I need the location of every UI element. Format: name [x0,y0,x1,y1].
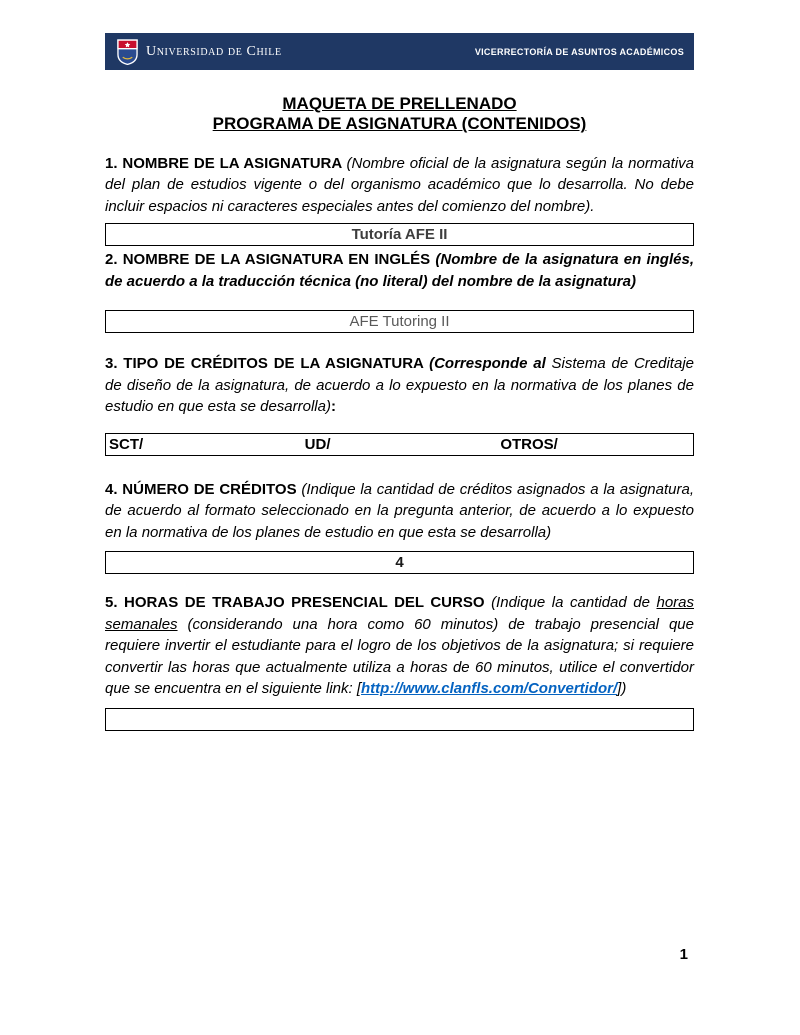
section-5-underlined-phrase: horas semanales [105,594,695,633]
section-5-description-part3: ]) [617,680,627,698]
section-1-value-box[interactable] [105,223,694,246]
header-department: VICERRECTORÍA DE ASUNTOS ACADÉMICOS [474,46,684,57]
section-3-description: Sistema de Creditaje de diseño de la asignatura, de acuerdo a lo expuesto en la normativa de los planes de estudio en que esta se desarrolla) [105,355,694,416]
credit-cell-otros[interactable]: OTROS/ [500,435,558,453]
title-line-1: MAQUETA DE PRELLENADO [282,94,517,113]
document-title [105,94,694,135]
section-5-description-part2: (considerando una hora como 60 minutos) de trabajo presencial que requiere invertir el estudiante para el logro de los objetivos de la asignatura; si requiere convertir las horas que actualmente utiliza a horas de 60 minutos, utilice el convertidor que se encuentra en el siguiente link: [ [105,615,694,698]
section-4-value-box[interactable] [105,551,694,574]
section-4-description: (Indique la cantidad de créditos asignados a la asignatura, de acuerdo al formato seleccionado en la pregunta anterior, de acuerdo a lo expuesto en la normativa de los planes de estudio en que esta se desarrolla) [105,480,694,541]
convertidor-link[interactable]: http://www.clanfls.com/Convertidor/ [361,680,618,698]
credit-cell-ud[interactable]: UD/ [304,435,331,453]
credit-count-value: 4 [395,554,404,572]
section-2-label: 2. NOMBRE DE LA ASIGNATURA EN INGLÉS [105,251,436,269]
section-3-heading [105,353,694,418]
page-number: 1 [679,946,688,963]
credit-type-box[interactable] [105,433,694,456]
section-3-description-lead: (Corresponde al [429,355,552,373]
section-3-colon: : [330,398,336,416]
asignatura-name-value: Tutoría AFE II [351,226,448,244]
university-brand [117,39,282,65]
university-logo-icon [117,39,138,65]
section-4-label: 4. NÚMERO DE CRÉDITOS [105,480,302,498]
section-2-description: (Nombre de la asignatura en inglés, de acuerdo a la traducción técnica (no literal) del nombre de la asignatura) [105,251,694,290]
section-2-value-box[interactable] [105,310,694,333]
credit-cell-sct[interactable]: SCT/ [109,435,144,453]
section-4-heading [105,479,694,544]
asignatura-english-name-value: AFE Tutoring II [349,313,450,331]
header-bar [105,33,694,70]
section-5-description-part1: (Indique la cantidad de [491,594,657,612]
section-5-heading [105,592,694,700]
title-line-2: PROGRAMA DE ASIGNATURA (CONTENIDOS) [212,114,587,134]
section-5-label: 5. HORAS DE TRABAJO PRESENCIAL DEL CURSO [105,594,492,612]
section-1-label: 1. NOMBRE DE LA ASIGNATURA [105,154,347,172]
section-3-label: 3. TIPO DE CRÉDITOS DE LA ASIGNATURA [105,355,430,373]
university-name: Universidad de Chile [146,43,282,59]
section-5-value-box[interactable] [105,708,694,731]
section-2-heading [105,249,694,292]
section-1-description: (Nombre oficial de la asignatura según la normativa del plan de estudios vigente o del organismo académico que lo desarrolla. No debe incluir espacios ni caracteres especiales antes del comienzo del nombre). [105,154,694,215]
section-1-heading [105,153,694,218]
